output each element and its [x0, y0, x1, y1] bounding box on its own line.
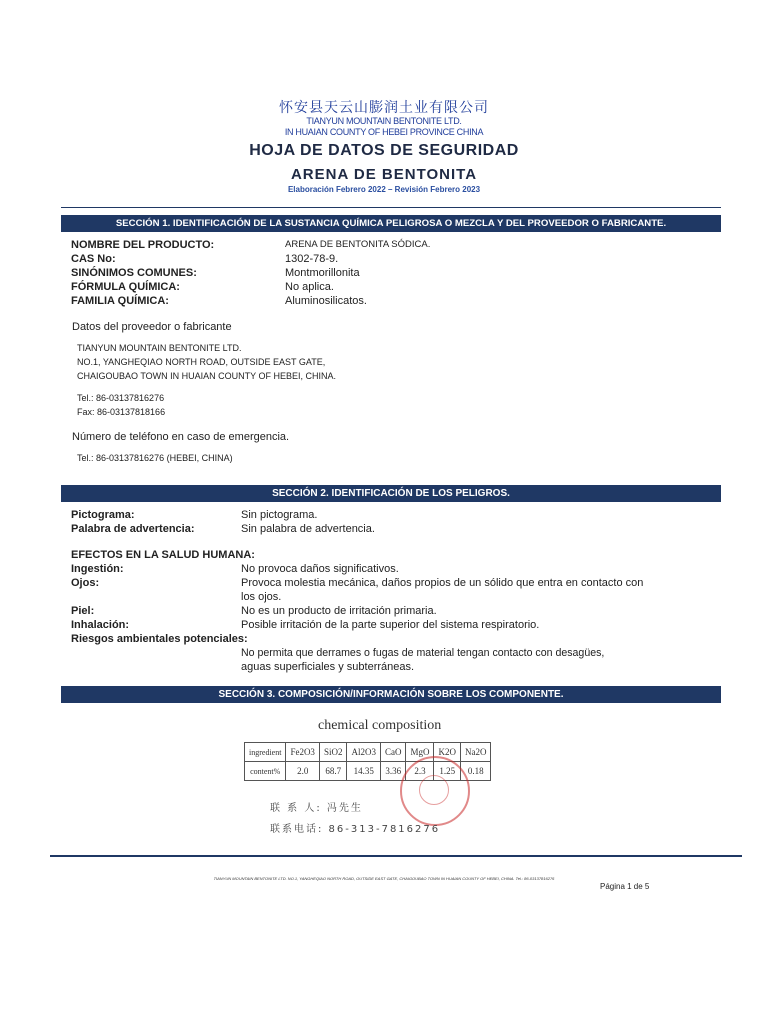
inhalacion-label: Inhalación:: [71, 619, 130, 631]
section-2-heading: SECCIÓN 2. IDENTIFICACIÓN DE LOS PELIGROS.: [61, 485, 721, 502]
stamp-star-icon: [419, 775, 449, 805]
chemical-composition-image: [230, 712, 560, 842]
field-label: NOMBRE DEL PRODUCTO:: [71, 239, 215, 251]
supplier-fax: Fax: 86-03137818166: [77, 407, 166, 417]
field-value: Montmorillonita: [285, 267, 360, 279]
company-location: IN HUAIAN COUNTY OF HEBEI PROVINCE CHINA: [284, 127, 484, 137]
chemical-composition-title: chemical composition: [318, 718, 442, 733]
field-label: CAS No:: [71, 253, 116, 265]
ojos-label: Ojos:: [71, 577, 100, 589]
table-cell: Al2O3: [347, 743, 381, 762]
field-value: No aplica.: [285, 281, 334, 293]
section-1-rule: [61, 207, 721, 208]
efectos-heading: EFECTOS EN LA SALUD HUMANA:: [71, 549, 255, 561]
contact-person: 联 系 人: 冯先生: [270, 803, 363, 814]
palabra-label: Palabra de advertencia:: [71, 523, 195, 535]
pictograma-label: Pictograma:: [71, 509, 135, 521]
table-cell: CaO: [380, 743, 406, 762]
field-value: ARENA DE BENTONITA SÓDICA.: [285, 239, 431, 250]
ojos-value: Provoca molestia mecánica, daños propios de un sólido que entra en contacto con: [241, 577, 644, 589]
contact-phone: 联系电话: 86-313-7816276: [270, 824, 441, 835]
product-title: ARENA DE BENTONITA: [290, 166, 478, 183]
table-cell: 14.35: [347, 762, 381, 781]
table-cell: content%: [245, 762, 286, 781]
supplier-line: TIANYUN MOUNTAIN BENTONITE LTD.: [77, 343, 242, 353]
table-cell: 3.36: [380, 762, 406, 781]
palabra-value: Sin palabra de advertencia.: [241, 523, 375, 535]
table-cell: MgO: [406, 743, 434, 762]
ingestion-label: Ingestión:: [71, 563, 124, 575]
table-cell: ingredient: [245, 743, 286, 762]
piel-value: No es un producto de irritación primaria.: [241, 605, 437, 617]
table-cell: 1.25: [434, 762, 461, 781]
field-value: 1302-78-9.: [285, 253, 339, 265]
page-number: Página 1 de 5: [600, 882, 650, 891]
table-row: [245, 743, 491, 762]
field-value: Aluminosilicatos.: [285, 295, 367, 307]
ojos-value-cont: los ojos.: [241, 591, 282, 603]
company-name-english: TIANYUN MOUNTAIN BENTONITE LTD.: [306, 116, 462, 126]
inhalacion-value: Posible irritación de la parte superior del sistema respiratorio.: [241, 619, 540, 631]
field-label: FAMILIA QUÍMICA:: [71, 295, 169, 307]
ingestion-value: No provoca daños significativos.: [241, 563, 399, 575]
riesgos-heading: Riesgos ambientales potenciales:: [71, 633, 248, 645]
riesgos-value-cont: aguas superficiales y subterráneas.: [241, 661, 415, 673]
emergency-heading: Número de teléfono en caso de emergencia.: [72, 431, 290, 443]
table-cell: K2O: [434, 743, 461, 762]
supplier-line: NO.1, YANGHEQIAO NORTH ROAD, OUTSIDE EAST GATE,: [77, 357, 326, 367]
footer-address: TIANYUN MOUNTAIN BENTONITE LTD. NO.1, YANGHEQIAO NORTH ROAD, OUTSIDE EAST GATE, CHAIGOUBAO TOWN IN HUAIAN COUNTY OF HEBEI, CHINA. Tel.: 86-03137816276: [213, 876, 555, 881]
company-name-chinese: 怀安县天云山膨润土业有限公司: [279, 100, 489, 116]
emergency-tel: Tel.: 86-03137816276 (HEBEI, CHINA): [77, 453, 233, 463]
supplier-tel: Tel.: 86-03137816276: [77, 393, 165, 403]
table-cell: Fe2O3: [286, 743, 320, 762]
section-1-heading: SECCIÓN 1. IDENTIFICACIÓN DE LA SUSTANCIA QUÍMICA PELIGROSA O MEZCLA Y DEL PROVEEDOR O FABRICANTE.: [61, 215, 721, 232]
footer-rule: [50, 855, 742, 857]
table-cell: 2.0: [286, 762, 320, 781]
pictograma-value: Sin pictograma.: [241, 509, 318, 521]
riesgos-value: No permita que derrames o fugas de material tengan contacto con desagües,: [241, 647, 605, 659]
document-title: HOJA DE DATOS DE SEGURIDAD: [249, 142, 519, 159]
table-cell: 68.7: [319, 762, 347, 781]
supplier-heading: Datos del proveedor o fabricante: [72, 321, 232, 333]
table-cell: Na2O: [460, 743, 491, 762]
table-cell: SiO2: [319, 743, 347, 762]
table-cell: 0.18: [460, 762, 491, 781]
piel-label: Piel:: [71, 605, 95, 617]
section-3-heading: SECCIÓN 3. COMPOSICIÓN/INFORMACIÓN SOBRE LOS COMPONENTE.: [61, 686, 721, 703]
revision-dates: Elaboración Febrero 2022 – Revisión Febrero 2023: [287, 185, 481, 194]
field-label: FÓRMULA QUÍMICA:: [71, 281, 180, 293]
supplier-line: CHAIGOUBAO TOWN IN HUAIAN COUNTY OF HEBEI, CHINA.: [77, 371, 337, 381]
field-label: SINÓNIMOS COMUNES:: [71, 267, 197, 279]
table-cell: 2.3: [406, 762, 434, 781]
